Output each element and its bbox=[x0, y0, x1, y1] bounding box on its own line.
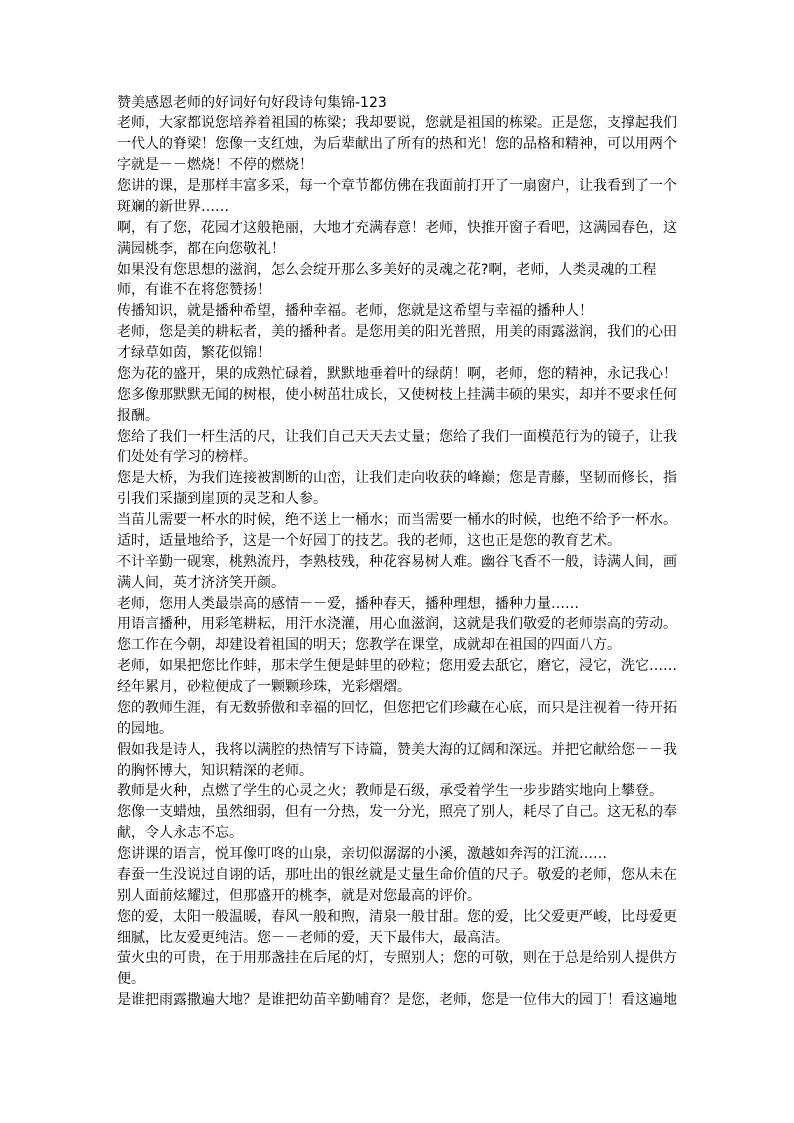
paragraph-line: 引我们采撷到崖顶的灵芝和人参。 bbox=[117, 491, 327, 508]
paragraph-line: 适时，适量地给予，这是一个好园丁的技艺。我的老师，这也正是您的教育艺术。 bbox=[117, 532, 621, 549]
paragraph-line: 经年累月，砂粒便成了一颗颗珍珠，光彩熠熠。 bbox=[117, 679, 411, 695]
paragraph bbox=[117, 656, 682, 698]
paragraph-line: 如果没有您思想的滋润，怎么会绽开那么多美好的灵魂之花?啊，老师，人类灵魂的工程 bbox=[117, 261, 657, 278]
paragraph-line: 您为花的盛开，果的成熟忙碌着，默默地垂着叶的绿荫！啊，老师，您的精神，永记我心！ bbox=[117, 365, 677, 382]
paragraph bbox=[117, 740, 682, 782]
paragraph-line: 您工作在今朝，却建设着祖国的明天；您教学在课堂，成就却在祖国的四面八方。 bbox=[117, 637, 621, 654]
paragraph-line: 您的教师生涯，有无数骄傲和幸福的回忆，但您把它们珍藏在心底，而只是注视着一待开拓 bbox=[117, 699, 677, 716]
paragraph-line: 不计辛勤一砚寒，桃熟流丹，李熟枝残，种花容易树人难。幽谷飞香不一般，诗满人间，画 bbox=[117, 553, 677, 570]
paragraph bbox=[117, 322, 682, 364]
paragraph-line: 满园桃李，都在向您敬礼！ bbox=[117, 240, 285, 257]
paragraph-line: 您像一支蜡烛，虽然细弱，但有一分热，发一分光，照亮了别人，耗尽了自己。这无私的奉 bbox=[117, 804, 677, 821]
paragraph bbox=[117, 698, 682, 740]
paragraph-line: 您讲的课，是那样丰富多采，每一个章节都仿佛在我面前打开了一扇窗户，让我看到了一个 bbox=[117, 178, 677, 194]
paragraph-line: 萤火虫的可贵，在于用那盏挂在后尾的灯，专照别人；您的可敬，则在于总是给别人提供方 bbox=[117, 950, 677, 967]
paragraph bbox=[117, 781, 682, 802]
paragraph-line: 您的爱，太阳一般温暖，春风一般和煦，清泉一般甘甜。您的爱，比父爱更严峻，比母爱更 bbox=[117, 908, 677, 925]
title-text: 赞美感恩老师的好词好句好段诗句集锦-123 bbox=[117, 94, 387, 111]
paragraph-line: 满人间，英才济济笑开颜。 bbox=[117, 574, 285, 591]
paragraph bbox=[117, 948, 682, 990]
paragraph bbox=[117, 802, 682, 844]
paragraph bbox=[117, 468, 682, 510]
paragraph-line: 传播知识，就是播种希望，播种幸福。老师，您就是这希望与幸福的播种人！ bbox=[117, 303, 593, 320]
paragraph bbox=[117, 865, 682, 907]
paragraph bbox=[117, 614, 682, 635]
paragraph-line: 的胸怀博大，知识精深的老师。 bbox=[117, 762, 313, 779]
paragraph-line: 您是大桥，为我们连接被割断的山峦，让我们走向收获的峰巅；您是青藤，坚韧而修长，指 bbox=[117, 470, 677, 487]
document-title bbox=[117, 93, 682, 114]
paragraph bbox=[117, 844, 682, 865]
paragraph-line: 师，有谁不在将您赞扬！ bbox=[117, 282, 271, 299]
paragraph bbox=[117, 552, 682, 594]
paragraph bbox=[117, 510, 682, 552]
paragraph bbox=[117, 427, 682, 469]
paragraph-line: 假如我是诗人，我将以满腔的热情写下诗篇，赞美大海的辽阔和深远。并把它献给您－－我 bbox=[117, 741, 677, 758]
paragraph-line: 老师，如果把您比作蚌，那末学生便是蚌里的砂粒；您用爱去舐它，磨它，浸它，洗它…… bbox=[117, 658, 677, 675]
paragraph bbox=[117, 260, 682, 302]
paragraph bbox=[117, 635, 682, 656]
paragraph-line: 老师，大家都说您培养着祖国的栋梁；我却要说，您就是祖国的栋梁。正是您，支撑起我们 bbox=[117, 115, 677, 132]
paragraph-line: 老师，您用人类最崇高的感情－－爱，播种春天，播种理想，播种力量…… bbox=[117, 595, 579, 612]
paragraph bbox=[117, 364, 682, 385]
paragraph-line: 春蚕一生没说过自诩的话，那吐出的银丝就是丈量生命价值的尺子。敬爱的老师，您从未在 bbox=[117, 866, 677, 883]
paragraph-line: 一代人的脊梁！您像一支红烛，为后辈献出了所有的热和光！您的品格和精神，可以用两个 bbox=[117, 136, 677, 153]
paragraph bbox=[117, 113, 682, 176]
paragraph-line: 才绿草如茵，繁花似锦！ bbox=[117, 345, 271, 361]
paragraph-line: 报酬。 bbox=[117, 407, 159, 424]
paragraph-line: 们处处有学习的榜样。 bbox=[117, 449, 257, 466]
paragraph-line: 别人面前炫耀过，但那盛开的桃李，就是对您最高的评价。 bbox=[117, 887, 481, 904]
paragraph-line: 当苗儿需要一杯水的时候，绝不送上一桶水；而当需要一桶水的时候，也绝不给予一杯水。 bbox=[117, 512, 677, 528]
paragraph bbox=[117, 218, 682, 260]
paragraph-line: 您讲课的语言，悦耳像叮咚的山泉，亲切似潺潺的小溪，激越如奔泻的江流…… bbox=[117, 846, 607, 862]
paragraph-line: 细腻，比友爱更纯洁。您－－老师的爱，天下最伟大，最高洁。 bbox=[117, 929, 509, 946]
paragraph bbox=[117, 385, 682, 427]
paragraph-line: 用语言播种，用彩笔耕耘，用汗水浇灌，用心血滋润，这就是我们敬爱的老师崇高的劳动。 bbox=[117, 616, 677, 633]
paragraph-line: 献，令人永志不忘。 bbox=[117, 825, 243, 842]
paragraph bbox=[117, 594, 682, 615]
document-body bbox=[117, 93, 682, 1012]
paragraph-line: 您多像那默默无闻的树根，使小树茁壮成长，又使树枝上挂满丰硕的果实，却并不要求任何 bbox=[117, 386, 677, 403]
paragraph-line: 您给了我们一杆生活的尺，让我们自己天天去丈量；您给了我们一面模范行为的镜子，让我 bbox=[117, 428, 677, 445]
paragraph bbox=[117, 176, 682, 218]
paragraph-line: 的园地。 bbox=[117, 720, 173, 737]
paragraph-line: 是谁把雨露撒遍大地？是谁把幼苗辛勤哺育？是您，老师，您是一位伟大的园丁！看这遍地 bbox=[117, 992, 677, 1009]
paragraph-line: 教师是火种，点燃了学生的心灵之火；教师是石级，承受着学生一步步踏实地向上攀登。 bbox=[117, 783, 663, 800]
paragraph-line: 便。 bbox=[117, 971, 145, 988]
paragraph bbox=[117, 990, 682, 1011]
paragraph bbox=[117, 301, 682, 322]
paragraph bbox=[117, 907, 682, 949]
paragraph-line: 斑斓的新世界…… bbox=[117, 198, 229, 215]
paragraph-line: 字就是－－燃烧！不停的燃烧！ bbox=[117, 157, 313, 174]
paragraph-line: 啊，有了您，花园才这般艳丽，大地才充满春意！老师，快推开窗子看吧，这满园春色，这 bbox=[117, 219, 677, 236]
paragraph-line: 老师，您是美的耕耘者，美的播种者。是您用美的阳光普照，用美的雨露滋润，我们的心田 bbox=[117, 324, 677, 341]
